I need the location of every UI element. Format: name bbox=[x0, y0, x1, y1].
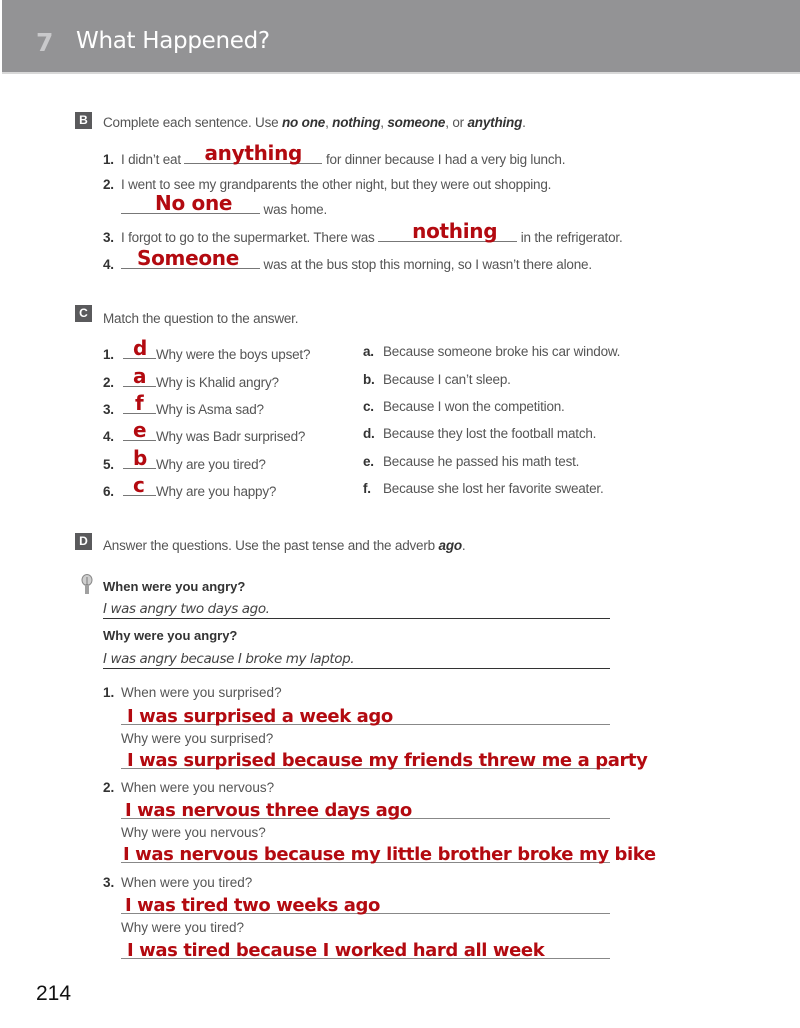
match-answer: a bbox=[133, 364, 147, 388]
match-blank[interactable] bbox=[123, 473, 156, 497]
match-blank[interactable] bbox=[123, 364, 156, 388]
match-answer: d bbox=[133, 336, 148, 360]
word-nothing: nothing bbox=[332, 115, 381, 130]
sep: , bbox=[380, 115, 388, 130]
option-text: Because she lost her favorite sweater. bbox=[383, 481, 604, 496]
option-letter: d. bbox=[363, 426, 375, 441]
item-number: 2. bbox=[103, 375, 114, 390]
question-text: When were you surprised? bbox=[121, 685, 282, 700]
sentence-text: was home. bbox=[260, 202, 328, 217]
answer-text: I was nervous three days ago bbox=[125, 800, 412, 821]
word-someone: someone bbox=[387, 115, 446, 130]
example-answer-1: I was angry two days ago. bbox=[103, 600, 610, 619]
match-blank[interactable] bbox=[123, 391, 156, 415]
sep: , bbox=[325, 115, 333, 130]
question-text: Why was Badr surprised? bbox=[156, 429, 306, 444]
b-item-1 bbox=[103, 141, 566, 167]
sep: , or bbox=[445, 115, 468, 130]
answer-text: No one bbox=[155, 191, 233, 215]
word-ago: ago bbox=[438, 538, 462, 553]
lightbulb-icon bbox=[80, 574, 94, 596]
section-b-badge: B bbox=[75, 112, 92, 129]
d-item-1-answer-when[interactable] bbox=[121, 704, 610, 725]
option-text: Because he passed his math test. bbox=[383, 454, 580, 469]
item-number: 6. bbox=[103, 484, 114, 499]
option-text: Because I can’t sleep. bbox=[383, 372, 511, 387]
c-question-6 bbox=[103, 473, 277, 499]
answer-text: I was surprised a week ago bbox=[127, 706, 393, 727]
example-answer-2: I was angry because I broke my laptop. bbox=[103, 650, 610, 669]
unit-number: 7 bbox=[36, 28, 54, 57]
item-number: 2. bbox=[103, 780, 115, 795]
c-question-1 bbox=[103, 336, 311, 362]
option-text: Because someone broke his car window. bbox=[383, 344, 621, 359]
sentence-text: for dinner because I had a very big lunch. bbox=[322, 152, 566, 167]
item-number: 5. bbox=[103, 457, 114, 472]
answer-text: Someone bbox=[137, 246, 239, 270]
question-text: Why is Asma sad? bbox=[156, 402, 264, 417]
match-blank[interactable] bbox=[123, 336, 156, 360]
unit-header bbox=[2, 0, 800, 74]
b-item-4 bbox=[103, 246, 592, 272]
answer-blank[interactable] bbox=[121, 246, 260, 270]
match-blank[interactable] bbox=[123, 446, 156, 470]
c-option-e bbox=[363, 454, 579, 469]
instruction-text: Complete each sentence. Use bbox=[103, 115, 283, 130]
sentence-text: was at the bus stop this morning, so I wasn’t there alone. bbox=[260, 257, 592, 272]
d-item-3-answer-when[interactable] bbox=[121, 893, 610, 914]
c-question-3 bbox=[103, 391, 264, 417]
question-text: When were you tired? bbox=[121, 875, 253, 890]
question-text: Why is Khalid angry? bbox=[156, 375, 279, 390]
c-option-f bbox=[363, 481, 604, 496]
question-text: When were you nervous? bbox=[121, 780, 275, 795]
sentence-text: I didn’t eat bbox=[121, 152, 185, 167]
sep: . bbox=[461, 538, 466, 553]
instruction-text: Answer the questions. Use the past tense and the adverb bbox=[103, 538, 439, 553]
option-letter: a. bbox=[363, 344, 374, 359]
c-option-b bbox=[363, 372, 511, 387]
d-item-2-answer-why[interactable] bbox=[121, 842, 656, 865]
d-item-2-question-when bbox=[103, 780, 274, 795]
option-text: Because I won the competition. bbox=[383, 399, 565, 414]
c-question-2 bbox=[103, 364, 279, 390]
section-c-badge: C bbox=[75, 305, 92, 322]
match-answer: b bbox=[133, 446, 148, 470]
answer-text: nothing bbox=[412, 219, 498, 243]
answer-text: I was surprised because my friends threw me a party bbox=[127, 750, 648, 771]
b-item-2 bbox=[103, 177, 551, 192]
answer-text: anything bbox=[204, 141, 303, 165]
sentence-text: I went to see my grandparents the other night, but they were out shopping. bbox=[121, 177, 552, 192]
d-item-3-answer-why[interactable] bbox=[121, 938, 610, 959]
d-item-3-question-when bbox=[103, 875, 252, 890]
d-item-2-answer-when[interactable] bbox=[121, 798, 610, 819]
item-number: 1. bbox=[103, 152, 114, 167]
item-number: 4. bbox=[103, 257, 114, 272]
question-text: Why are you happy? bbox=[156, 484, 277, 499]
match-answer: f bbox=[135, 391, 144, 415]
match-blank[interactable] bbox=[123, 418, 156, 442]
b-item-2-line2 bbox=[121, 191, 328, 217]
unit-title: What Happened? bbox=[76, 28, 270, 54]
match-answer: c bbox=[133, 473, 145, 497]
word-no-one: no one bbox=[282, 115, 326, 130]
option-letter: b. bbox=[363, 372, 375, 387]
answer-text: I was nervous because my little brother broke my bike bbox=[123, 844, 656, 865]
c-question-4 bbox=[103, 418, 306, 444]
item-number: 3. bbox=[103, 402, 114, 417]
section-b-instruction bbox=[103, 115, 526, 130]
question-text: Why are you tired? bbox=[156, 457, 266, 472]
example-question-2: Why were you angry? bbox=[103, 628, 238, 643]
c-option-a bbox=[363, 344, 620, 359]
c-option-d bbox=[363, 426, 596, 441]
option-letter: c. bbox=[363, 399, 374, 414]
b-item-3 bbox=[103, 219, 623, 245]
page-number: 214 bbox=[36, 982, 72, 1005]
item-number: 1. bbox=[103, 685, 115, 700]
option-letter: e. bbox=[363, 454, 374, 469]
d-item-3-question-why: Why were you tired? bbox=[121, 920, 245, 935]
word-anything: anything bbox=[467, 115, 523, 130]
match-answer: e bbox=[133, 418, 147, 442]
item-number: 2. bbox=[103, 177, 114, 192]
item-number: 3. bbox=[103, 230, 114, 245]
section-d-badge: D bbox=[75, 533, 92, 550]
sep: . bbox=[522, 115, 526, 130]
answer-text: I was tired because I worked hard all week bbox=[127, 940, 545, 961]
d-item-1-question-why: Why were you surprised? bbox=[121, 731, 274, 746]
d-item-2-question-why: Why were you nervous? bbox=[121, 825, 266, 840]
sentence-text: I forgot to go to the supermarket. There was bbox=[121, 230, 379, 245]
answer-text: I was tired two weeks ago bbox=[125, 895, 380, 916]
answer-blank[interactable] bbox=[184, 141, 322, 165]
answer-blank[interactable] bbox=[121, 191, 260, 215]
example-question-1: When were you angry? bbox=[103, 579, 246, 594]
c-question-5 bbox=[103, 446, 266, 472]
question-text: Why were the boys upset? bbox=[156, 347, 311, 362]
answer-blank[interactable] bbox=[378, 219, 517, 243]
c-option-c bbox=[363, 399, 565, 414]
option-letter: f. bbox=[363, 481, 371, 496]
d-item-1-question-when bbox=[103, 685, 282, 700]
sentence-text: in the refrigerator. bbox=[517, 230, 623, 245]
option-text: Because they lost the football match. bbox=[383, 426, 597, 441]
item-number: 3. bbox=[103, 875, 115, 890]
d-item-1-answer-why[interactable] bbox=[121, 748, 648, 771]
item-number: 4. bbox=[103, 429, 114, 444]
section-d-instruction bbox=[103, 538, 465, 553]
section-c-instruction: Match the question to the answer. bbox=[103, 311, 299, 326]
item-number: 1. bbox=[103, 347, 114, 362]
